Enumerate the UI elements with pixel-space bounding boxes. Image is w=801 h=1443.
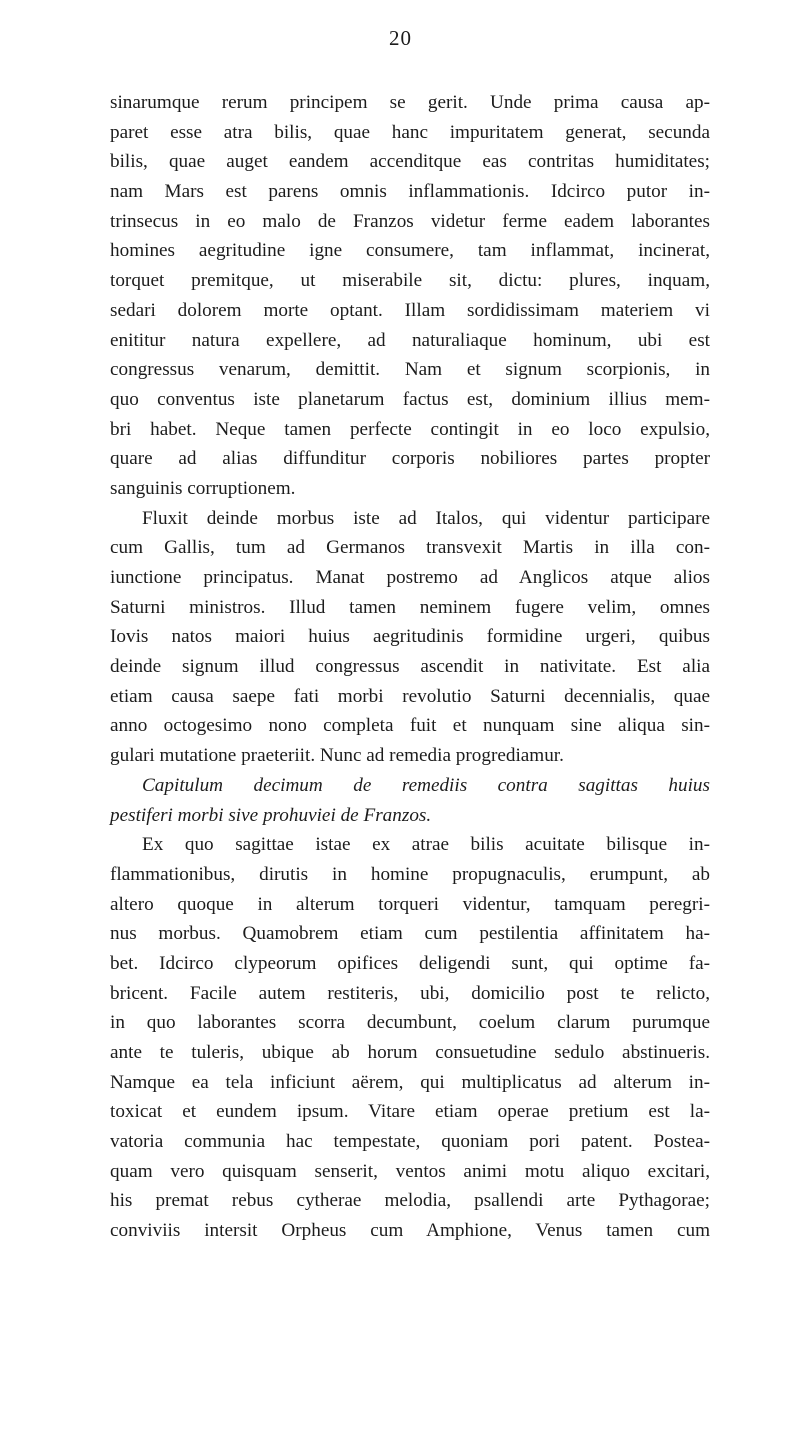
- text-line: anno octogesimo nono completa fuit et nunquam sine aliqua sin-: [110, 715, 710, 737]
- text-line: homines aegritudine igne consumere, tam inflammat, incinerat,: [110, 240, 710, 262]
- page-number: 20: [389, 26, 412, 50]
- text-line: nus morbus. Quamobrem etiam cum pestilentia affinitatem ha-: [110, 923, 710, 945]
- text-line: conviviis intersit Orpheus cum Amphione, Venus tamen cum: [110, 1220, 710, 1242]
- text-line: nam Mars est parens omnis inflammationis. Idcirco putor in-: [110, 181, 710, 203]
- text-line: cum Gallis, tum ad Germanos transvexit Martis in illa con-: [110, 537, 710, 559]
- text-line: congressus venarum, demittit. Nam et signum scorpionis, in: [110, 359, 710, 381]
- text-line: torquet premitque, ut miserabile sit, dictu: plures, inquam,: [110, 270, 710, 292]
- text-line: sinarumque rerum principem se gerit. Unde prima causa ap-: [110, 92, 710, 113]
- text-line: Fluxit deinde morbus iste ad Italos, qui videntur participare: [142, 507, 710, 529]
- text-line: quare ad alias diffunditur corporis nobiliores partes propter: [110, 448, 710, 470]
- text-line: Namque ea tela inficiunt aërem, qui multiplicatus ad alterum in-: [110, 1071, 710, 1093]
- text-line: bricent. Facile autem restiteris, ubi, domicilio post te relicto,: [110, 982, 710, 1004]
- text-line: vatoria communia hac tempestate, quoniam pori patent. Postea-: [110, 1131, 710, 1153]
- text-line: Iovis natos maiori huius aegritudinis formidine urgeri, quibus: [110, 626, 710, 648]
- text-line: gulari mutatione praeteriit. Nunc ad remedia progrediamur.: [110, 745, 564, 767]
- text-line: in quo laborantes scorra decumbunt, coelum clarum purumque: [110, 1012, 710, 1034]
- body-text: [110, 88, 710, 1246]
- text-line: enititur natura expellere, ad naturaliaque hominum, ubi est: [110, 329, 710, 351]
- text-line: sanguinis corruptionem.: [110, 477, 296, 499]
- text-line: Ex quo sagittae istae ex atrae bilis acuitate bilisque in-: [142, 834, 710, 856]
- text-line: iunctione principatus. Manat postremo ad Anglicos atque alios: [110, 567, 710, 588]
- chapter-heading: Capitulum decimum de remediis contra sagittas huius: [142, 774, 710, 796]
- text-line: toxicat et eundem ipsum. Vitare etiam operae pretium est la-: [110, 1101, 710, 1123]
- text-line: bri habet. Neque tamen perfecte contingit in eo loco expulsio,: [110, 418, 710, 440]
- text-line: paret esse atra bilis, quae hanc impuritatem generat, secunda: [110, 121, 710, 143]
- text-line: bet. Idcirco clypeorum opifices deligendi sunt, qui optime fa-: [110, 952, 710, 974]
- text-line: quo conventus iste planetarum factus est, dominium illius mem-: [110, 388, 710, 410]
- text-line: quam vero quisquam senserit, ventos animi motu aliquo excitari,: [110, 1160, 710, 1182]
- text-line: flammationibus, dirutis in homine propugnaculis, erumpunt, ab: [110, 863, 710, 885]
- text-line: Saturni ministros. Illud tamen neminem fugere velim, omnes: [110, 596, 710, 618]
- text-line: etiam causa saepe fati morbi revolutio Saturni decennialis, quae: [110, 685, 710, 707]
- text-line: altero quoque in alterum torqueri videntur, tamquam peregri-: [110, 893, 710, 915]
- text-line: deinde signum illud congressus ascendit in nativitate. Est alia: [110, 656, 710, 678]
- text-line: his premat rebus cytherae melodia, psallendi arte Pythagorae;: [110, 1190, 710, 1212]
- chapter-heading-continued: pestiferi morbi sive prohuviei de Franzos.: [110, 804, 432, 826]
- text-line: bilis, quae auget eandem accenditque eas contritas humiditates;: [110, 151, 710, 173]
- text-line: sedari dolorem morte optant. Illam sordidissimam materiem vi: [110, 299, 710, 321]
- text-line: trinsecus in eo malo de Franzos videtur ferme eadem laborantes: [110, 210, 710, 232]
- text-line: ante te tuleris, ubique ab horum consuetudine sedulo abstinueris.: [110, 1042, 710, 1063]
